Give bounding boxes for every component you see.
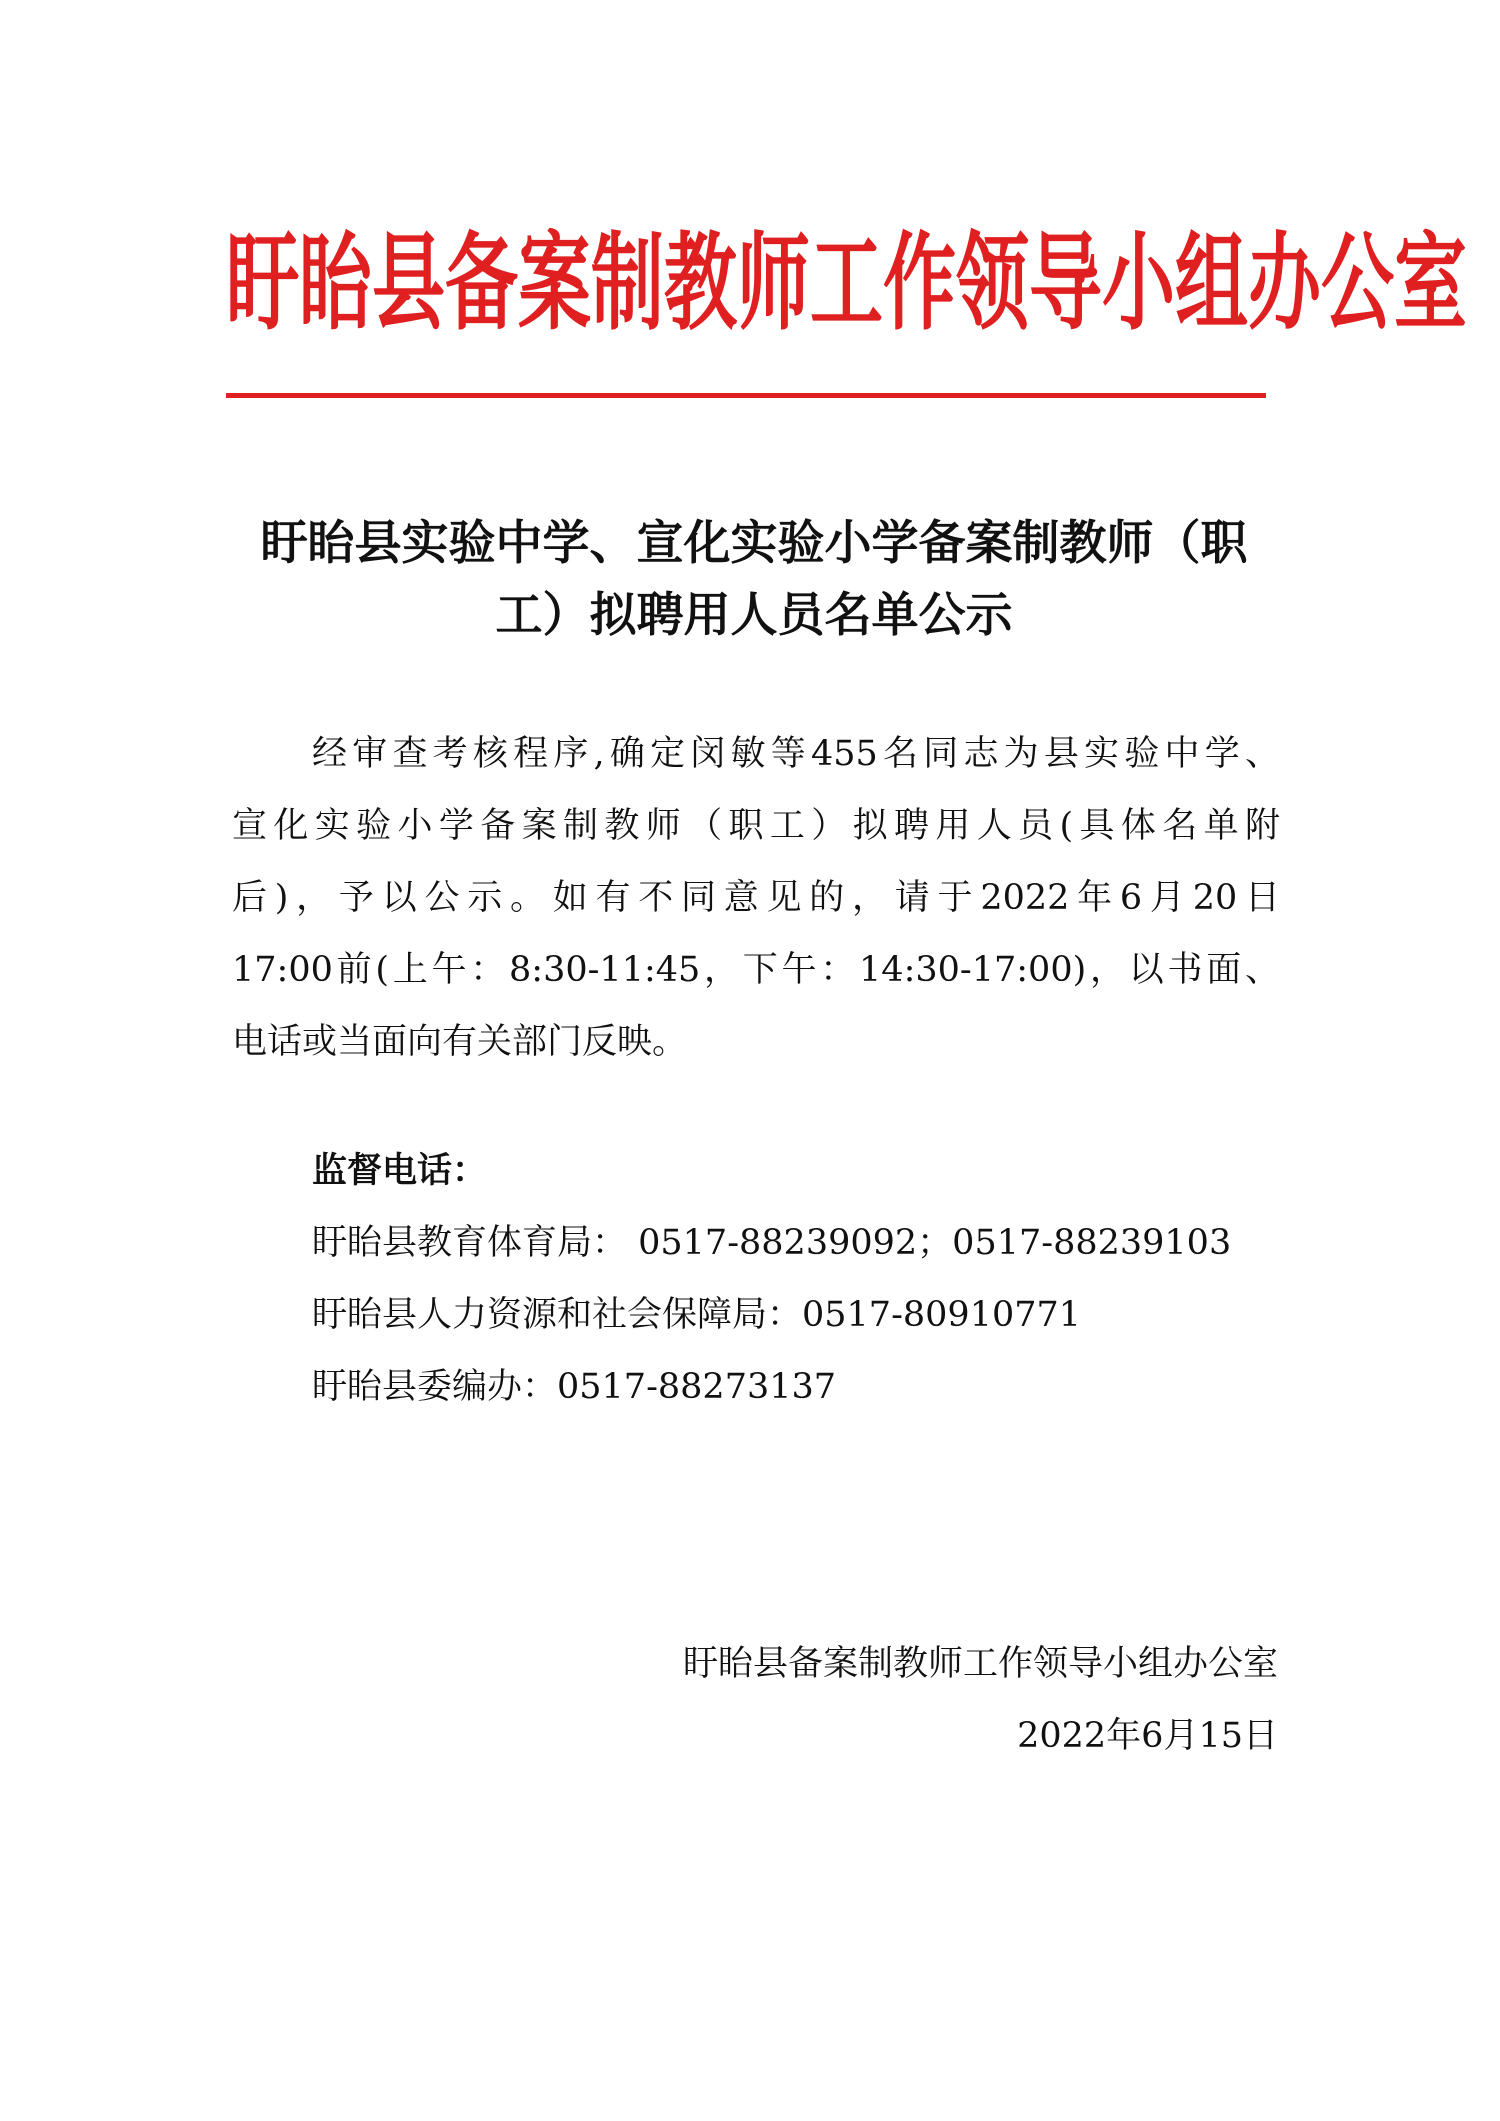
body-line: 17:00前(上午：8:30-11:45，下午：14:30-17:00)，以书面、: [232, 950, 1280, 990]
masthead: [226, 215, 1467, 375]
signature-block: [478, 1628, 1278, 1772]
contacts-section: [312, 1135, 1292, 1423]
body-line: 经审查考核程序,确定闵敏等455名同志为县实验中学、: [312, 734, 1280, 774]
title-line-2: 工）拟聘用人员名单公示: [495, 588, 1013, 643]
signature-org: 盱眙县备案制教师工作领导小组办公室: [682, 1644, 1278, 1684]
body-paragraph: [232, 718, 1280, 1078]
contacts-heading: 监督电话：: [312, 1150, 488, 1191]
body-line: 宣化实验小学备案制教师（职工）拟聘用人员(具体名单附: [232, 806, 1280, 846]
contact-item: 盱眙县人力资源和社会保障局：0517-80910771: [312, 1295, 1082, 1335]
contact-item: 盱眙县教育体育局： 0517-88239092；0517-88239103: [312, 1223, 1232, 1263]
masthead-title: 盱眙县备案制教师工作领导小组办公室: [226, 220, 1467, 346]
body-line: 电话或当面向有关部门反映。: [232, 1022, 688, 1062]
contact-item: 盱眙县委编办：0517-88273137: [312, 1367, 837, 1407]
document-title: [224, 508, 1284, 652]
masthead-divider: [226, 393, 1266, 398]
title-line-1: 盱眙县实验中学、宣化实验小学备案制教师（职: [260, 516, 1248, 571]
body-line: 后)，予以公示。如有不同意见的，请于2022年6月20日: [232, 878, 1280, 918]
signature-date: 2022年6月15日: [1017, 1716, 1278, 1756]
